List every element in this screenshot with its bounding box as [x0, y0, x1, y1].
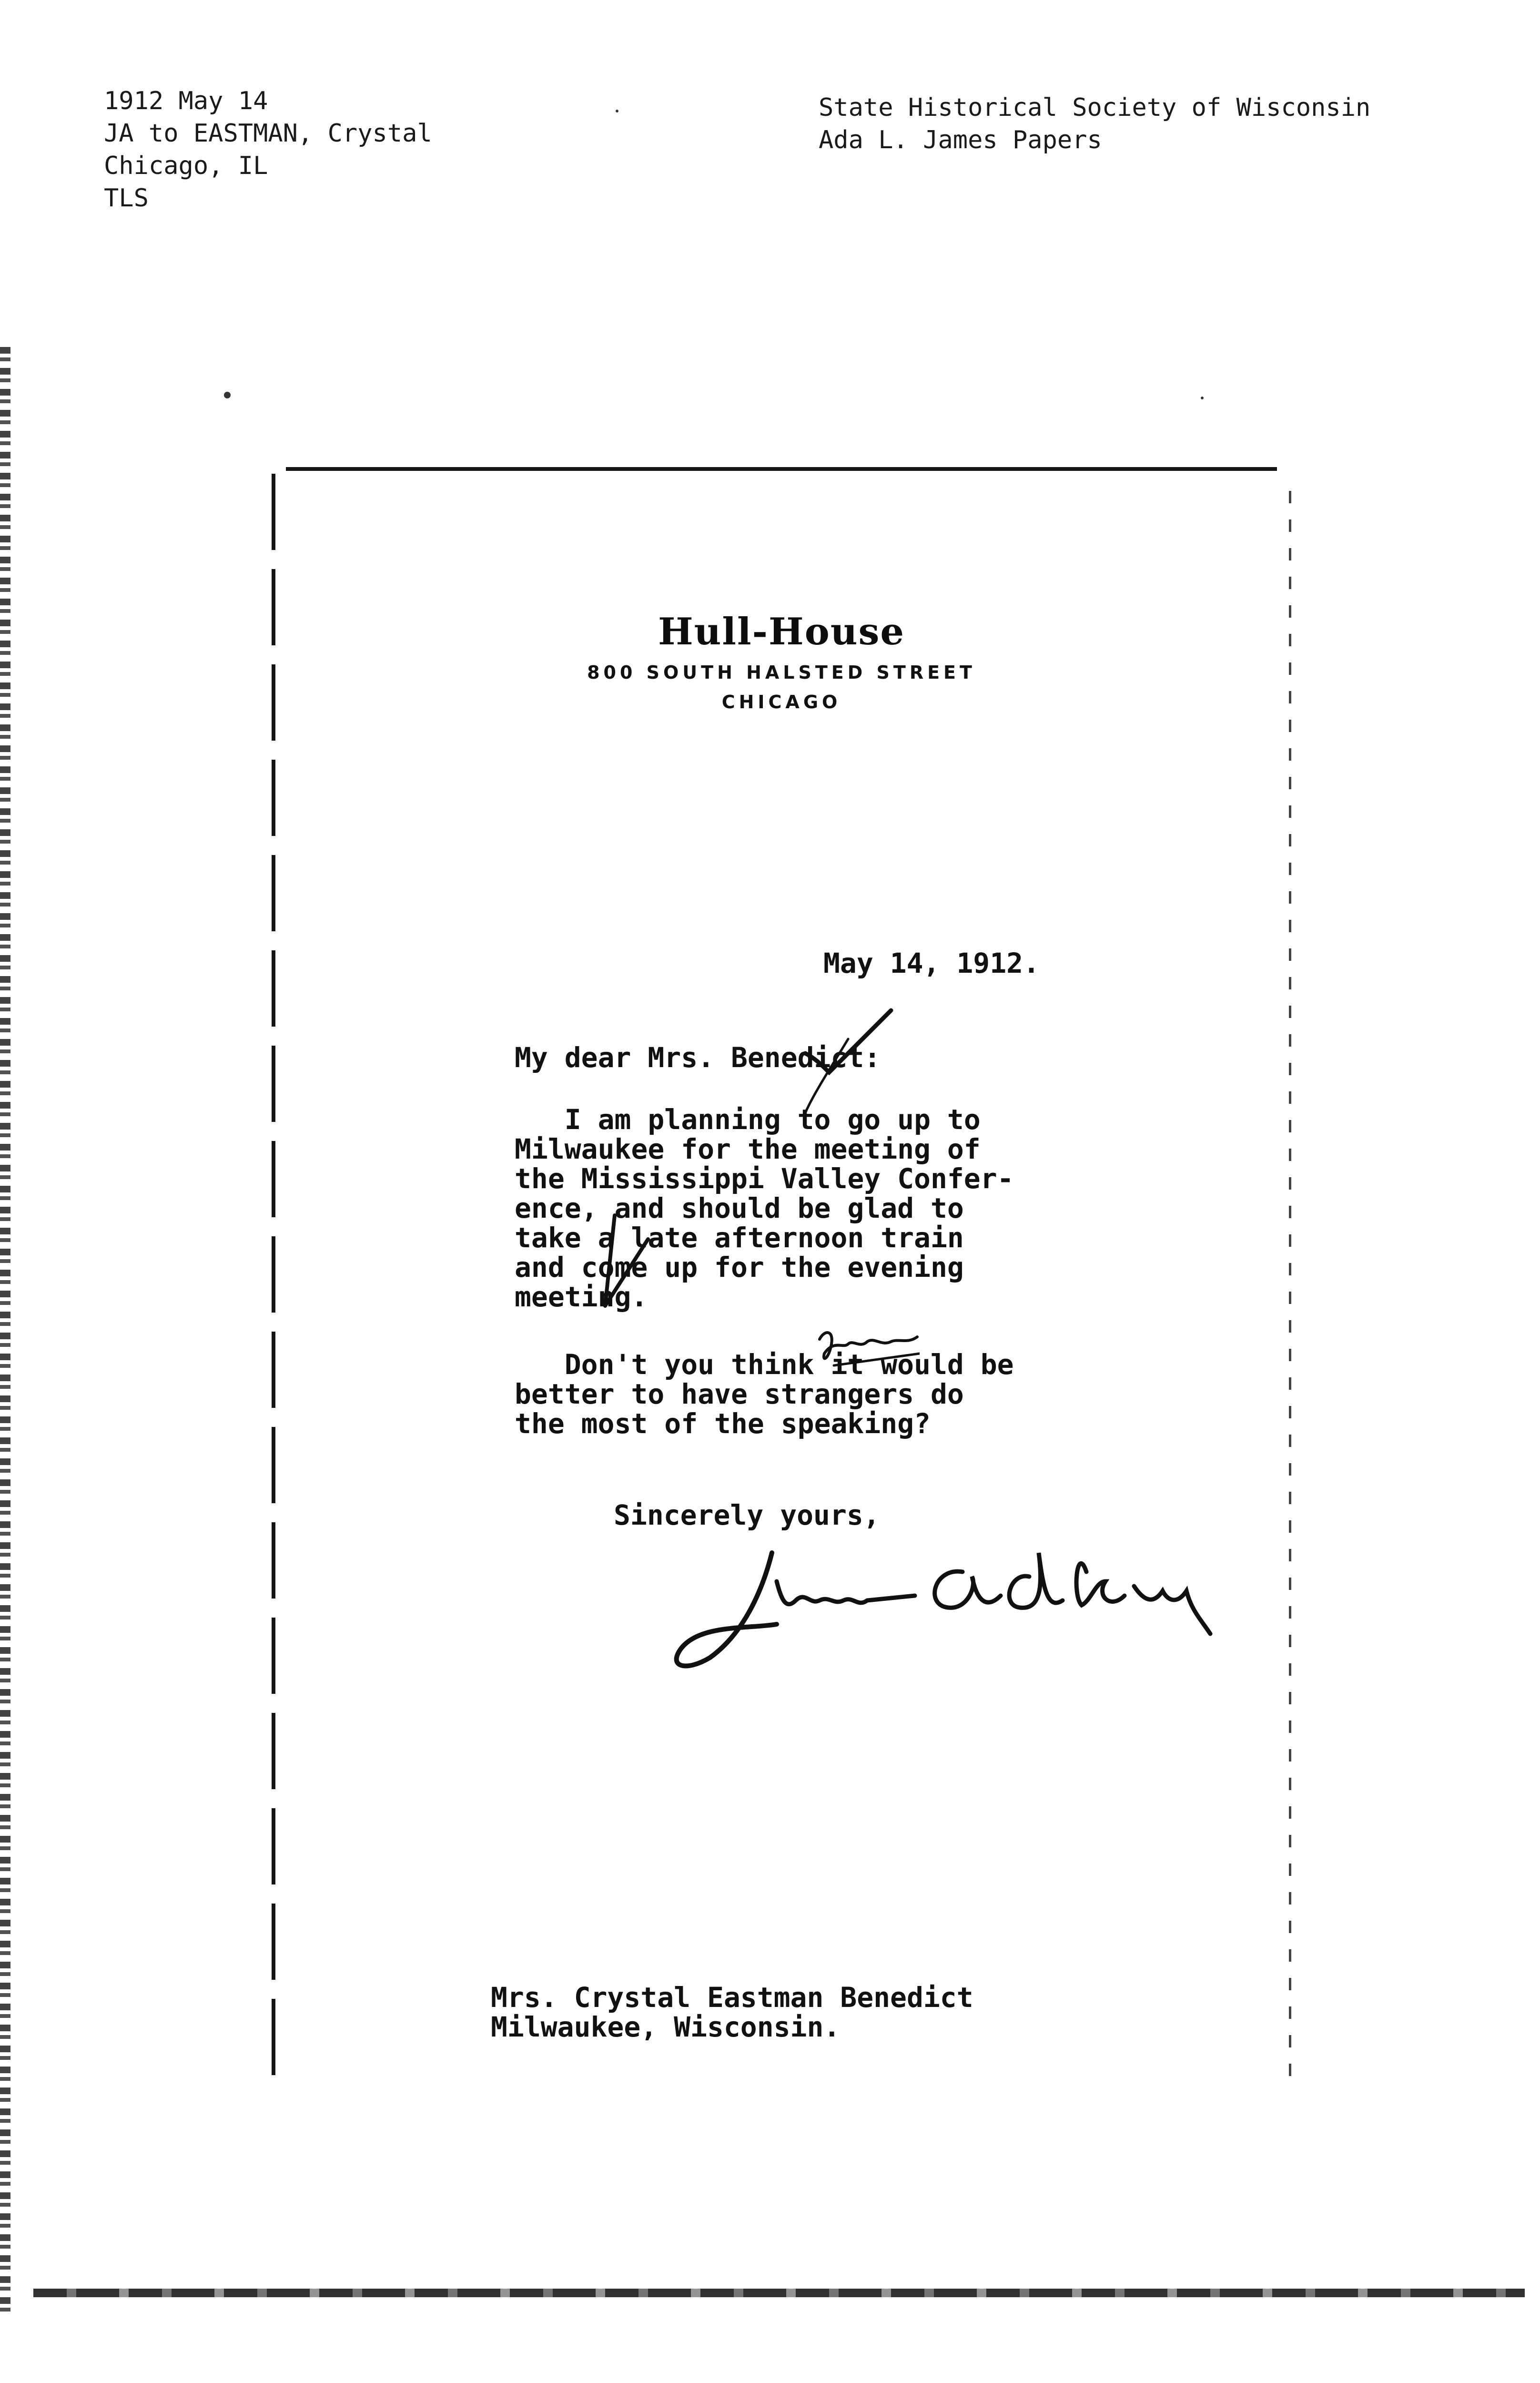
sheet-border-left	[272, 474, 275, 2085]
scan-edge-left	[0, 347, 10, 2315]
paragraph-line: meeting.	[515, 1281, 648, 1313]
paragraph-line: better to have strangers do	[515, 1378, 964, 1410]
letterhead-street: 800 SOUTH HALSTED STREET	[587, 662, 976, 683]
letter-salutation: My dear Mrs. Benedict:	[515, 1041, 881, 1074]
letterhead-name: Hull-House	[658, 610, 905, 653]
source-repository: State Historical Society of Wisconsin	[819, 93, 1371, 122]
citation-correspondents: JA to EASTMAN, Crystal	[104, 119, 432, 148]
letter-sheet	[272, 467, 1291, 2121]
letter-recipient	[491, 1983, 973, 2042]
letter-paragraph-1	[515, 1105, 1014, 1312]
letterhead-city: CHICAGO	[721, 692, 841, 713]
paragraph-line: I am planning to go up to	[564, 1103, 981, 1136]
handwritten-insertion-mark	[596, 1211, 653, 1320]
citation-type: TLS	[104, 184, 149, 213]
citation-date: 1912 May 14	[104, 87, 268, 115]
archive-citation	[104, 85, 432, 214]
speck	[224, 392, 231, 398]
paragraph-line: and come up for the evening	[515, 1251, 964, 1283]
paragraph-line: the most of the speaking?	[515, 1407, 931, 1440]
archive-source	[819, 92, 1370, 156]
paragraph-line: the Mississippi Valley Confer-	[515, 1162, 1014, 1195]
handwritten-known-insertion	[815, 1325, 920, 1368]
letter-date: May 14, 1912.	[823, 947, 1040, 979]
letter-closing: Sincerely yours,	[614, 1499, 880, 1531]
recipient-address: Milwaukee, Wisconsin.	[491, 2011, 841, 2043]
paragraph-line: take a late afternoon train	[515, 1222, 964, 1254]
speck	[616, 110, 618, 112]
letter-paragraph-2	[515, 1350, 1014, 1438]
sheet-border-right	[1289, 491, 1291, 2083]
handwritten-check-mark	[800, 1006, 896, 1115]
paragraph-line: Milwaukee for the meeting of	[515, 1133, 981, 1165]
sheet-border-top	[286, 467, 1277, 471]
speck	[1201, 397, 1204, 399]
letterhead	[272, 610, 1291, 713]
signature-jane-addams	[667, 1524, 1229, 1677]
source-collection: Ada L. James Papers	[819, 126, 1102, 154]
citation-place: Chicago, IL	[104, 152, 268, 180]
paragraph-line: Don't you think it would be	[564, 1348, 1014, 1381]
recipient-name: Mrs. Crystal Eastman Benedict	[491, 1981, 973, 2014]
scan-edge-bottom	[33, 2289, 1525, 2297]
paragraph-line: ence, and should be glad to	[515, 1192, 964, 1224]
